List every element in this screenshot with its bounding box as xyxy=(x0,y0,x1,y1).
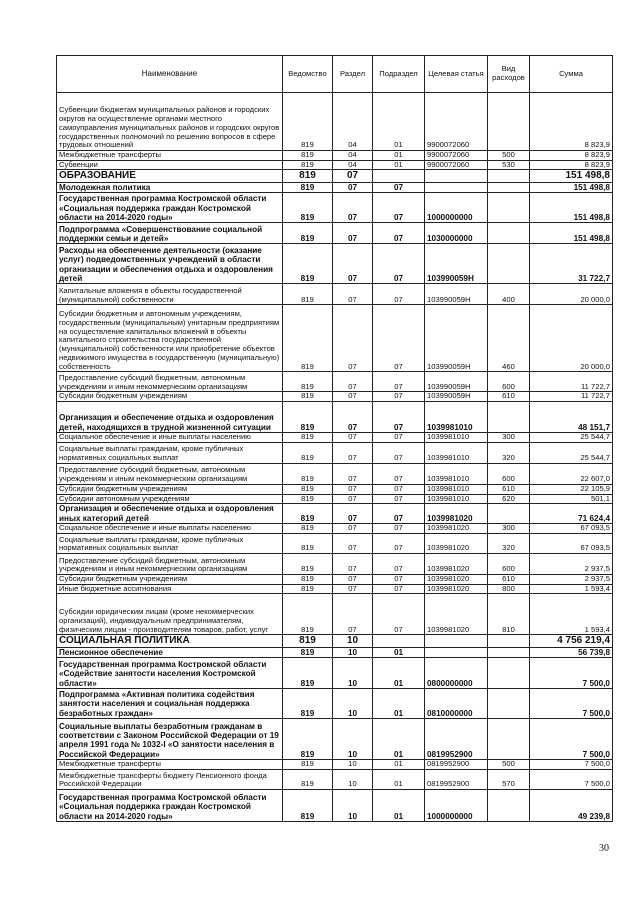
cell-vedomstvo: 819 xyxy=(283,494,333,504)
cell-podrazdel: 07 xyxy=(373,372,425,392)
cell-vid-rashodov: 530 xyxy=(488,160,530,170)
cell-vedomstvo: 819 xyxy=(283,719,333,760)
cell-razdel: 07 xyxy=(333,182,373,192)
cell-name: Подпрограмма «Совершенствование социальной поддержки семьи и детей» xyxy=(57,223,283,244)
cell-vedomstvo: 819 xyxy=(283,305,333,372)
cell-celevaya-statya: 103990059Н xyxy=(425,372,488,392)
cell-podrazdel: 01 xyxy=(373,790,425,822)
cell-vedomstvo: 819 xyxy=(283,574,333,584)
cell-celevaya-statya xyxy=(425,635,488,648)
table-row xyxy=(57,719,613,760)
cell-summa: 7 500,0 xyxy=(530,658,613,689)
cell-vedomstvo: 819 xyxy=(283,193,333,223)
cell-name: Межбюджетные трансферты xyxy=(57,760,283,770)
cell-vid-rashodov xyxy=(488,170,530,183)
cell-summa: 11 722,7 xyxy=(530,372,613,392)
cell-summa: 1 593,4 xyxy=(530,594,613,635)
cell-name: Межбюджетные трансферты xyxy=(57,151,283,161)
cell-vid-rashodov xyxy=(488,244,530,284)
table-row xyxy=(57,160,613,170)
cell-razdel: 07 xyxy=(333,494,373,504)
table-row xyxy=(57,635,613,648)
cell-podrazdel: 07 xyxy=(373,553,425,574)
cell-name: Подпрограмма «Активная политика содействия занятости населения и социальная поддержка безработных граждан» xyxy=(57,689,283,719)
cell-vid-rashodov xyxy=(488,790,530,822)
cell-summa: 31 722,7 xyxy=(530,244,613,284)
cell-podrazdel: 07 xyxy=(373,484,425,494)
cell-summa: 501,1 xyxy=(530,494,613,504)
cell-summa: 151 498,8 xyxy=(530,170,613,183)
cell-vedomstvo: 819 xyxy=(283,442,333,463)
cell-podrazdel: 01 xyxy=(373,770,425,790)
table-row xyxy=(57,170,613,183)
cell-razdel: 04 xyxy=(333,151,373,161)
cell-summa: 8 823,9 xyxy=(530,93,613,151)
cell-vedomstvo: 819 xyxy=(283,433,333,443)
cell-vid-rashodov: 610 xyxy=(488,392,530,402)
cell-razdel: 07 xyxy=(333,244,373,284)
cell-name: Иные бюджетные ассигнования xyxy=(57,584,283,594)
cell-razdel: 07 xyxy=(333,484,373,494)
cell-vedomstvo: 819 xyxy=(283,160,333,170)
cell-razdel: 10 xyxy=(333,790,373,822)
cell-summa: 25 544,7 xyxy=(530,433,613,443)
cell-vedomstvo: 819 xyxy=(283,151,333,161)
header-vid-rashodov: Вид расходов xyxy=(488,56,530,93)
cell-podrazdel: 07 xyxy=(373,574,425,584)
cell-name: Субсидии бюджетным учреждениям xyxy=(57,484,283,494)
cell-vedomstvo: 819 xyxy=(283,93,333,151)
cell-razdel: 10 xyxy=(333,760,373,770)
cell-summa: 151 498,8 xyxy=(530,182,613,192)
cell-razdel: 07 xyxy=(333,372,373,392)
cell-name: Социальное обеспечение и иные выплаты населению xyxy=(57,524,283,534)
cell-summa: 71 624,4 xyxy=(530,504,613,524)
cell-summa: 11 722,7 xyxy=(530,392,613,402)
cell-podrazdel: 07 xyxy=(373,584,425,594)
cell-razdel: 07 xyxy=(333,392,373,402)
cell-name: Социальные выплаты гражданам, кроме публичных нормативных социальных выплат xyxy=(57,442,283,463)
cell-celevaya-statya: 1039981010 xyxy=(425,442,488,463)
cell-name: Государственная программа Костромской области «Социальная поддержка граждан Костромской области на 2014-2020 годы» xyxy=(57,790,283,822)
cell-celevaya-statya: 103990059Н xyxy=(425,392,488,402)
cell-summa: 1 593,4 xyxy=(530,584,613,594)
cell-vedomstvo: 819 xyxy=(283,463,333,484)
cell-vid-rashodov xyxy=(488,193,530,223)
cell-razdel: 07 xyxy=(333,533,373,553)
cell-razdel: 07 xyxy=(333,170,373,183)
cell-celevaya-statya xyxy=(425,647,488,657)
table-row xyxy=(57,244,613,284)
cell-name: Расходы на обеспечение деятельности (оказание услуг) подведомственных учреждений в области организации и обеспечения отдыха и оздоровления детей xyxy=(57,244,283,284)
header-razdel: Раздел xyxy=(333,56,373,93)
cell-vedomstvo: 819 xyxy=(283,594,333,635)
table-row xyxy=(57,442,613,463)
cell-razdel: 10 xyxy=(333,719,373,760)
cell-podrazdel: 01 xyxy=(373,658,425,689)
cell-celevaya-statya: 1039981020 xyxy=(425,594,488,635)
cell-vedomstvo: 819 xyxy=(283,553,333,574)
cell-vid-rashodov xyxy=(488,182,530,192)
cell-vedomstvo: 819 xyxy=(283,223,333,244)
cell-celevaya-statya: 0819952900 xyxy=(425,719,488,760)
cell-summa: 8 823,9 xyxy=(530,160,613,170)
cell-podrazdel: 07 xyxy=(373,284,425,305)
cell-vid-rashodov xyxy=(488,719,530,760)
cell-razdel: 07 xyxy=(333,504,373,524)
cell-summa: 56 739,8 xyxy=(530,647,613,657)
cell-celevaya-statya xyxy=(425,182,488,192)
cell-vedomstvo: 819 xyxy=(283,182,333,192)
cell-podrazdel: 01 xyxy=(373,93,425,151)
cell-razdel: 04 xyxy=(333,160,373,170)
table-row xyxy=(57,574,613,584)
cell-celevaya-statya: 0819952900 xyxy=(425,770,488,790)
cell-vedomstvo: 819 xyxy=(283,647,333,657)
cell-razdel: 10 xyxy=(333,689,373,719)
header-name: Наименование xyxy=(57,56,283,93)
cell-celevaya-statya: 1039981020 xyxy=(425,553,488,574)
cell-celevaya-statya: 1039981020 xyxy=(425,574,488,584)
cell-vid-rashodov: 320 xyxy=(488,533,530,553)
table-row xyxy=(57,372,613,392)
cell-vedomstvo: 819 xyxy=(283,284,333,305)
cell-name: Субсидии автономным учреждениям xyxy=(57,494,283,504)
cell-vid-rashodov xyxy=(488,402,530,433)
cell-summa: 2 937,5 xyxy=(530,574,613,584)
cell-celevaya-statya: 1000000000 xyxy=(425,193,488,223)
cell-summa: 67 093,5 xyxy=(530,524,613,534)
cell-vid-rashodov: 810 xyxy=(488,594,530,635)
cell-podrazdel: 01 xyxy=(373,719,425,760)
cell-name: Субвенции бюджетам муниципальных районов и городских округов на осуществление органами местного самоуправления муниципальных районов и городских округов государственных полномочий по решению вопросов в сфере трудовых отношений xyxy=(57,93,283,151)
table-row xyxy=(57,770,613,790)
cell-name: Предоставление субсидий бюджетным, автономным учреждениям и иным некоммерческим организациям xyxy=(57,463,283,484)
cell-podrazdel: 07 xyxy=(373,533,425,553)
cell-podrazdel: 07 xyxy=(373,433,425,443)
page-number: 30 xyxy=(599,843,609,854)
cell-name: Социальные выплаты безработным гражданам в соответствии с Законом Российской Федерации от 19 апреля 1991 года № 1032-I «О занятости населения в Российской Федерации» xyxy=(57,719,283,760)
cell-vedomstvo: 819 xyxy=(283,244,333,284)
cell-podrazdel: 07 xyxy=(373,504,425,524)
cell-vedomstvo: 819 xyxy=(283,504,333,524)
table-row xyxy=(57,93,613,151)
cell-celevaya-statya xyxy=(425,170,488,183)
table-row xyxy=(57,433,613,443)
cell-vid-rashodov xyxy=(488,504,530,524)
cell-vid-rashodov xyxy=(488,647,530,657)
cell-vid-rashodov: 500 xyxy=(488,760,530,770)
cell-vid-rashodov: 320 xyxy=(488,442,530,463)
cell-podrazdel: 01 xyxy=(373,647,425,657)
cell-razdel: 07 xyxy=(333,223,373,244)
cell-vid-rashodov xyxy=(488,93,530,151)
cell-name: Межбюджетные трансферты бюджету Пенсионного фонда Российской Федерации xyxy=(57,770,283,790)
cell-name: Организация и обеспечение отдыха и оздоровления иных категорий детей xyxy=(57,504,283,524)
cell-vid-rashodov: 610 xyxy=(488,484,530,494)
cell-razdel: 07 xyxy=(333,553,373,574)
budget-table xyxy=(56,55,613,822)
table-row xyxy=(57,647,613,657)
cell-name: Субвенции xyxy=(57,160,283,170)
cell-razdel: 07 xyxy=(333,433,373,443)
cell-name: Субсидии бюджетным учреждениям xyxy=(57,574,283,584)
cell-celevaya-statya: 1039981020 xyxy=(425,584,488,594)
cell-podrazdel xyxy=(373,635,425,648)
cell-vedomstvo: 819 xyxy=(283,533,333,553)
cell-podrazdel: 07 xyxy=(373,193,425,223)
cell-razdel: 07 xyxy=(333,305,373,372)
table-row xyxy=(57,790,613,822)
cell-vid-rashodov: 600 xyxy=(488,463,530,484)
cell-podrazdel: 01 xyxy=(373,151,425,161)
cell-name: Пенсионное обеспечение xyxy=(57,647,283,657)
cell-razdel: 07 xyxy=(333,584,373,594)
cell-razdel: 07 xyxy=(333,463,373,484)
cell-vedomstvo: 819 xyxy=(283,770,333,790)
table-row xyxy=(57,193,613,223)
cell-summa: 7 500,0 xyxy=(530,770,613,790)
cell-razdel: 07 xyxy=(333,574,373,584)
cell-celevaya-statya: 9900072060 xyxy=(425,160,488,170)
cell-name: Субсидии бюджетным и автономным учреждениям, государственным (муниципальным) унитарным предприятиям на осуществление капитальных вложений в объекты капитального строительства государственной (муниципальной) собственности или приобретение объектов недвижимого имущества в государственную (муниципальную) собственность xyxy=(57,305,283,372)
cell-name: Государственная программа Костромской области «Социальная поддержка граждан Костромской области на 2014-2020 годы» xyxy=(57,193,283,223)
cell-podrazdel: 07 xyxy=(373,402,425,433)
table-row xyxy=(57,305,613,372)
cell-podrazdel: 07 xyxy=(373,442,425,463)
cell-razdel: 07 xyxy=(333,524,373,534)
cell-vedomstvo: 819 xyxy=(283,635,333,648)
table-header-row xyxy=(57,56,613,93)
table-row xyxy=(57,151,613,161)
cell-name: Предоставление субсидий бюджетным, автономным учреждениям и иным некоммерческим организациям xyxy=(57,372,283,392)
cell-vedomstvo: 819 xyxy=(283,170,333,183)
cell-name: Социальное обеспечение и иные выплаты населению xyxy=(57,433,283,443)
cell-summa: 22 105,9 xyxy=(530,484,613,494)
cell-vid-rashodov: 570 xyxy=(488,770,530,790)
cell-name: Капитальные вложения в объекты государственной (муниципальной) собственности xyxy=(57,284,283,305)
cell-vid-rashodov: 460 xyxy=(488,305,530,372)
cell-summa: 151 498,8 xyxy=(530,223,613,244)
cell-celevaya-statya: 1000000000 xyxy=(425,790,488,822)
cell-vid-rashodov: 300 xyxy=(488,524,530,534)
cell-vid-rashodov xyxy=(488,689,530,719)
cell-vid-rashodov xyxy=(488,658,530,689)
cell-vid-rashodov: 620 xyxy=(488,494,530,504)
cell-podrazdel: 07 xyxy=(373,223,425,244)
cell-podrazdel: 07 xyxy=(373,494,425,504)
cell-name: СОЦИАЛЬНАЯ ПОЛИТИКА xyxy=(57,635,283,648)
cell-vid-rashodov: 800 xyxy=(488,584,530,594)
table-row xyxy=(57,484,613,494)
cell-summa: 7 500,0 xyxy=(530,719,613,760)
cell-summa: 2 937,5 xyxy=(530,553,613,574)
cell-summa: 22 607,0 xyxy=(530,463,613,484)
cell-summa: 67 093,5 xyxy=(530,533,613,553)
table-row xyxy=(57,284,613,305)
cell-vedomstvo: 819 xyxy=(283,402,333,433)
table-row xyxy=(57,524,613,534)
table-row xyxy=(57,658,613,689)
table-row xyxy=(57,463,613,484)
cell-podrazdel xyxy=(373,170,425,183)
cell-razdel: 10 xyxy=(333,770,373,790)
cell-vid-rashodov: 610 xyxy=(488,574,530,584)
cell-podrazdel: 01 xyxy=(373,160,425,170)
cell-celevaya-statya: 103990059Н xyxy=(425,305,488,372)
table-row xyxy=(57,760,613,770)
cell-celevaya-statya: 1039981020 xyxy=(425,504,488,524)
header-summa: Сумма xyxy=(530,56,613,93)
cell-podrazdel: 07 xyxy=(373,182,425,192)
cell-celevaya-statya: 1039981020 xyxy=(425,533,488,553)
table-row xyxy=(57,584,613,594)
cell-razdel: 07 xyxy=(333,284,373,305)
cell-celevaya-statya: 0810000000 xyxy=(425,689,488,719)
cell-razdel: 04 xyxy=(333,93,373,151)
cell-celevaya-statya: 1039981010 xyxy=(425,494,488,504)
cell-podrazdel: 01 xyxy=(373,689,425,719)
cell-summa: 48 151,7 xyxy=(530,402,613,433)
cell-podrazdel: 07 xyxy=(373,244,425,284)
cell-name: ОБРАЗОВАНИЕ xyxy=(57,170,283,183)
cell-celevaya-statya: 1039981010 xyxy=(425,484,488,494)
cell-summa: 25 544,7 xyxy=(530,442,613,463)
table-row xyxy=(57,392,613,402)
cell-summa: 20 000,0 xyxy=(530,305,613,372)
cell-celevaya-statya: 0800000000 xyxy=(425,658,488,689)
cell-celevaya-statya: 0819952900 xyxy=(425,760,488,770)
cell-vedomstvo: 819 xyxy=(283,392,333,402)
cell-vid-rashodov xyxy=(488,635,530,648)
cell-vedomstvo: 819 xyxy=(283,372,333,392)
header-podrazdel: Подраздел xyxy=(373,56,425,93)
table-row xyxy=(57,689,613,719)
cell-razdel: 07 xyxy=(333,193,373,223)
cell-summa: 20 000,0 xyxy=(530,284,613,305)
cell-vid-rashodov: 400 xyxy=(488,284,530,305)
cell-vid-rashodov: 300 xyxy=(488,433,530,443)
cell-celevaya-statya: 1030000000 xyxy=(425,223,488,244)
cell-razdel: 10 xyxy=(333,658,373,689)
cell-podrazdel: 01 xyxy=(373,760,425,770)
cell-vid-rashodov xyxy=(488,223,530,244)
cell-podrazdel: 07 xyxy=(373,524,425,534)
cell-vedomstvo: 819 xyxy=(283,584,333,594)
table-row xyxy=(57,494,613,504)
cell-celevaya-statya: 1039981010 xyxy=(425,463,488,484)
cell-podrazdel: 07 xyxy=(373,463,425,484)
cell-razdel: 07 xyxy=(333,402,373,433)
cell-vedomstvo: 819 xyxy=(283,760,333,770)
cell-name: Организация и обеспечение отдыха и оздоровления детей, находящихся в трудной жизненной ситуации xyxy=(57,402,283,433)
cell-celevaya-statya: 1039981010 xyxy=(425,433,488,443)
cell-celevaya-statya: 103990059Н xyxy=(425,244,488,284)
cell-vedomstvo: 819 xyxy=(283,658,333,689)
cell-name: Молодежная политика xyxy=(57,182,283,192)
cell-summa: 7 500,0 xyxy=(530,689,613,719)
cell-name: Социальные выплаты гражданам, кроме публичных нормативных социальных выплат xyxy=(57,533,283,553)
cell-summa: 7 500,0 xyxy=(530,760,613,770)
cell-celevaya-statya: 9900072060 xyxy=(425,151,488,161)
cell-name: Государственная программа Костромской области «Содействие занятости населения Костромской области» xyxy=(57,658,283,689)
table-row xyxy=(57,594,613,635)
cell-summa: 8 823,9 xyxy=(530,151,613,161)
cell-vedomstvo: 819 xyxy=(283,689,333,719)
cell-razdel: 10 xyxy=(333,647,373,657)
cell-celevaya-statya: 103990059Н xyxy=(425,284,488,305)
cell-razdel: 07 xyxy=(333,594,373,635)
table-row xyxy=(57,182,613,192)
cell-celevaya-statya: 9900072060 xyxy=(425,93,488,151)
header-vedomstvo: Ведомство xyxy=(283,56,333,93)
cell-podrazdel: 07 xyxy=(373,392,425,402)
cell-name: Предоставление субсидий бюджетным, автономным учреждениям и иным некоммерческим организациям xyxy=(57,553,283,574)
table-row xyxy=(57,402,613,433)
cell-summa: 151 498,8 xyxy=(530,193,613,223)
table-row xyxy=(57,504,613,524)
cell-razdel: 10 xyxy=(333,635,373,648)
cell-vid-rashodov: 600 xyxy=(488,372,530,392)
cell-vid-rashodov: 500 xyxy=(488,151,530,161)
cell-vedomstvo: 819 xyxy=(283,524,333,534)
cell-summa: 4 756 219,4 xyxy=(530,635,613,648)
table-row xyxy=(57,533,613,553)
cell-celevaya-statya: 1039981010 xyxy=(425,402,488,433)
table-row xyxy=(57,553,613,574)
table-row xyxy=(57,223,613,244)
cell-summa: 49 239,8 xyxy=(530,790,613,822)
cell-razdel: 07 xyxy=(333,442,373,463)
header-celevaya-statya: Целевая статья xyxy=(425,56,488,93)
cell-vid-rashodov: 600 xyxy=(488,553,530,574)
cell-vedomstvo: 819 xyxy=(283,484,333,494)
cell-podrazdel: 07 xyxy=(373,594,425,635)
cell-vedomstvo: 819 xyxy=(283,790,333,822)
cell-name: Субсидии юридическим лицам (кроме некоммерческих организаций), индивидуальным предпринимателям, физическим лицам - производителям товаров, работ, услуг xyxy=(57,594,283,635)
cell-name: Субсидии бюджетным учреждениям xyxy=(57,392,283,402)
cell-podrazdel: 07 xyxy=(373,305,425,372)
table-body xyxy=(57,93,613,822)
cell-celevaya-statya: 1039981020 xyxy=(425,524,488,534)
